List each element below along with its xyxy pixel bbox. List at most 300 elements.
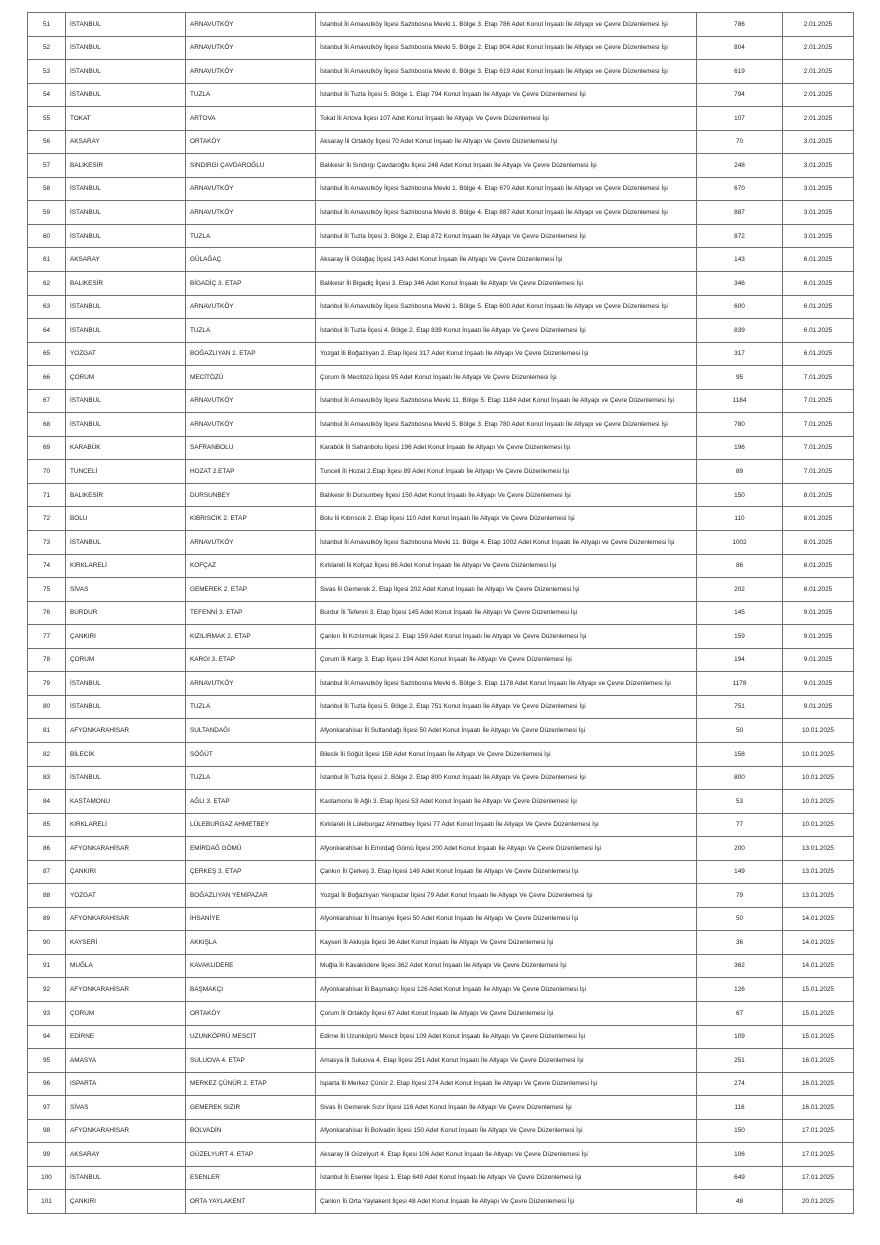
district-cell: BOĞAZLIYAN 2. ETAP: [186, 342, 316, 366]
province-cell: AFYONKARAHİSAR: [66, 719, 186, 743]
date-cell: 17.01.2025: [783, 1119, 854, 1143]
date-cell: 8.01.2025: [783, 507, 854, 531]
unit-count-cell: 89: [697, 460, 783, 484]
row-number-cell: 93: [28, 1001, 66, 1025]
table-row: [28, 578, 854, 602]
project-name-cell: İstanbul İli Arnavutköy İlçesi Sazlıbosna Mevki 1. Bölge 4. Etap 670 Adet Konut İnşaatı İle Altyapı ve Çevre Düzenlemesi İşi: [316, 177, 697, 201]
date-cell: 13.01.2025: [783, 884, 854, 908]
row-number-cell: 79: [28, 672, 66, 696]
date-cell: 9.01.2025: [783, 601, 854, 625]
unit-count-cell: 839: [697, 319, 783, 343]
date-cell: 6.01.2025: [783, 272, 854, 296]
date-cell: 20.01.2025: [783, 1190, 854, 1214]
row-number-cell: 78: [28, 648, 66, 672]
district-cell: ARNAVUTKÖY: [186, 672, 316, 696]
date-cell: 14.01.2025: [783, 954, 854, 978]
date-cell: 6.01.2025: [783, 342, 854, 366]
project-name-cell: Bilecik İli Söğüt İlçesi 158 Adet Konut İnşaatı İle Altyapı Ve Çevre Düzenlemesi İşi: [316, 742, 697, 766]
row-number-cell: 57: [28, 154, 66, 178]
unit-count-cell: 53: [697, 790, 783, 814]
row-number-cell: 74: [28, 554, 66, 578]
unit-count-cell: 1002: [697, 531, 783, 555]
table-row: [28, 36, 854, 60]
table-row: [28, 954, 854, 978]
district-cell: GÜLAĞAÇ: [186, 248, 316, 272]
date-cell: 3.01.2025: [783, 224, 854, 248]
unit-count-cell: 887: [697, 201, 783, 225]
project-name-cell: İstanbul İli Arnavutköy İlçesi Sazlıbosna Mevki 5. Bölge 2. Etap 804 Adet Konut İnşaatı İle Altyapı ve Çevre Düzenlemesi İşi: [316, 36, 697, 60]
district-cell: KARGI 3. ETAP: [186, 648, 316, 672]
date-cell: 3.01.2025: [783, 130, 854, 154]
row-number-cell: 92: [28, 978, 66, 1002]
date-cell: 15.01.2025: [783, 1001, 854, 1025]
province-cell: İSTANBUL: [66, 295, 186, 319]
project-name-cell: İstanbul İli Esenler İlçesi 1. Etap 649 Adet Konut İnşaatı İle Altyapı Ve Çevre Düzenlemesi İşi: [316, 1166, 697, 1190]
date-cell: 9.01.2025: [783, 625, 854, 649]
project-name-cell: Afyonkarahisar İli Başmakçı İlçesi 126 Adet Konut İnşaatı İle Altyapı Ve Çevre Düzenlemesi İşi: [316, 978, 697, 1002]
row-number-cell: 89: [28, 907, 66, 931]
project-name-cell: Çorum İli Kargı 3. Etap İlçesi 194 Adet Konut İnşaatı İle Altyapı Ve Çevre Düzenlemesi İşi: [316, 648, 697, 672]
project-name-cell: İstanbul İli Arnavutköy İlçesi Sazlıbosna Mevki 11. Bölge 5. Etap 1184 Adet Konut İnşaatı İle Altyapı ve Çevre Düzenlemesi İşi: [316, 389, 697, 413]
date-cell: 8.01.2025: [783, 483, 854, 507]
unit-count-cell: 150: [697, 1119, 783, 1143]
row-number-cell: 58: [28, 177, 66, 201]
table-row: [28, 601, 854, 625]
table-row: [28, 1119, 854, 1143]
table-row: [28, 1025, 854, 1049]
province-cell: AKSARAY: [66, 1143, 186, 1167]
province-cell: EDİRNE: [66, 1025, 186, 1049]
row-number-cell: 85: [28, 813, 66, 837]
province-cell: BALIKESİR: [66, 483, 186, 507]
unit-count-cell: 670: [697, 177, 783, 201]
unit-count-cell: 1184: [697, 389, 783, 413]
province-cell: İSTANBUL: [66, 13, 186, 37]
province-cell: İSTANBUL: [66, 319, 186, 343]
row-number-cell: 97: [28, 1096, 66, 1120]
province-cell: İSTANBUL: [66, 695, 186, 719]
date-cell: 10.01.2025: [783, 766, 854, 790]
province-cell: BURDUR: [66, 601, 186, 625]
province-cell: İSTANBUL: [66, 83, 186, 107]
district-cell: MECİTÖZÜ: [186, 366, 316, 390]
district-cell: ÇERKEŞ 3. ETAP: [186, 860, 316, 884]
table-row: [28, 60, 854, 84]
table-row: [28, 531, 854, 555]
date-cell: 3.01.2025: [783, 154, 854, 178]
date-cell: 3.01.2025: [783, 201, 854, 225]
unit-count-cell: 248: [697, 154, 783, 178]
district-cell: TEFENNİ 3. ETAP: [186, 601, 316, 625]
date-cell: 8.01.2025: [783, 554, 854, 578]
district-cell: İHSANİYE: [186, 907, 316, 931]
date-cell: 16.01.2025: [783, 1072, 854, 1096]
row-number-cell: 91: [28, 954, 66, 978]
table-row: [28, 130, 854, 154]
date-cell: 10.01.2025: [783, 742, 854, 766]
table-row: [28, 1001, 854, 1025]
date-cell: 6.01.2025: [783, 295, 854, 319]
table-row: [28, 978, 854, 1002]
unit-count-cell: 67: [697, 1001, 783, 1025]
table-row: [28, 224, 854, 248]
district-cell: ARNAVUTKÖY: [186, 36, 316, 60]
row-number-cell: 73: [28, 531, 66, 555]
district-cell: TUZLA: [186, 319, 316, 343]
row-number-cell: 59: [28, 201, 66, 225]
table-row: [28, 107, 854, 131]
unit-count-cell: 70: [697, 130, 783, 154]
province-cell: YOZGAT: [66, 884, 186, 908]
unit-count-cell: 126: [697, 978, 783, 1002]
row-number-cell: 64: [28, 319, 66, 343]
table-row: [28, 907, 854, 931]
project-name-cell: Aksaray İli Ortaköy İlçesi 70 Adet Konut İnşaatı İle Altyapı Ve Çevre Düzenlemesi İşi: [316, 130, 697, 154]
province-cell: AMASYA: [66, 1049, 186, 1073]
table-row: [28, 248, 854, 272]
province-cell: ÇANKIRI: [66, 1190, 186, 1214]
district-cell: EMİRDAĞ GÖMÜ: [186, 837, 316, 861]
row-number-cell: 52: [28, 36, 66, 60]
unit-count-cell: 804: [697, 36, 783, 60]
district-cell: SAFRANBOLU: [186, 436, 316, 460]
district-cell: ARNAVUTKÖY: [186, 295, 316, 319]
row-number-cell: 51: [28, 13, 66, 37]
province-cell: ÇORUM: [66, 648, 186, 672]
table-row: [28, 83, 854, 107]
unit-count-cell: 50: [697, 907, 783, 931]
table-row: [28, 1190, 854, 1214]
project-name-cell: İstanbul İli Arnavutköy İlçesi Sazlıbosna Mevki 5. Bölge 3. Etap 780 Adet Konut İnşaatı İle Altyapı ve Çevre Düzenlemesi İşi: [316, 413, 697, 437]
date-cell: 14.01.2025: [783, 931, 854, 955]
province-cell: KIRKLARELİ: [66, 554, 186, 578]
unit-count-cell: 619: [697, 60, 783, 84]
province-cell: ÇORUM: [66, 1001, 186, 1025]
row-number-cell: 84: [28, 790, 66, 814]
province-cell: KARABÜK: [66, 436, 186, 460]
district-cell: ARNAVUTKÖY: [186, 13, 316, 37]
project-name-cell: Muğla İli Kavaklıdere İlçesi 362 Adet Konut İnşaatı İle Altyapı Ve Çevre Düzenlemesi İşi: [316, 954, 697, 978]
table-row: [28, 648, 854, 672]
unit-count-cell: 649: [697, 1166, 783, 1190]
district-cell: ARNAVUTKÖY: [186, 413, 316, 437]
row-number-cell: 54: [28, 83, 66, 107]
table-row: [28, 366, 854, 390]
unit-count-cell: 194: [697, 648, 783, 672]
unit-count-cell: 109: [697, 1025, 783, 1049]
row-number-cell: 101: [28, 1190, 66, 1214]
table-row: [28, 1166, 854, 1190]
province-cell: KASTAMONU: [66, 790, 186, 814]
date-cell: 10.01.2025: [783, 790, 854, 814]
row-number-cell: 80: [28, 695, 66, 719]
table-row: [28, 813, 854, 837]
district-cell: KAVAKLIDERE: [186, 954, 316, 978]
table-row: [28, 483, 854, 507]
row-number-cell: 99: [28, 1143, 66, 1167]
project-name-cell: İstanbul İli Tuzla İlçesi 3. Bölge 2. Etap 872 Konut İnşaatı İle Altyapı Ve Çevre Düzenlemesi İşi: [316, 224, 697, 248]
province-cell: ÇORUM: [66, 366, 186, 390]
row-number-cell: 82: [28, 742, 66, 766]
row-number-cell: 95: [28, 1049, 66, 1073]
unit-count-cell: 149: [697, 860, 783, 884]
row-number-cell: 68: [28, 413, 66, 437]
row-number-cell: 69: [28, 436, 66, 460]
table-row: [28, 201, 854, 225]
district-cell: GEMEREK 2. ETAP: [186, 578, 316, 602]
row-number-cell: 100: [28, 1166, 66, 1190]
project-name-cell: Afyonkarahisar İli Emirdağ Gömü İlçesi 200 Adet Konut İnşaatı İle Altyapı Ve Çevre Düzenlemesi İşi: [316, 837, 697, 861]
unit-count-cell: 107: [697, 107, 783, 131]
row-number-cell: 55: [28, 107, 66, 131]
table-row: [28, 436, 854, 460]
row-number-cell: 56: [28, 130, 66, 154]
province-cell: İSTANBUL: [66, 531, 186, 555]
row-number-cell: 77: [28, 625, 66, 649]
province-cell: BALIKESİR: [66, 154, 186, 178]
province-cell: İSTANBUL: [66, 36, 186, 60]
row-number-cell: 60: [28, 224, 66, 248]
district-cell: TUZLA: [186, 83, 316, 107]
row-number-cell: 67: [28, 389, 66, 413]
unit-count-cell: 202: [697, 578, 783, 602]
province-cell: AFYONKARAHİSAR: [66, 978, 186, 1002]
province-cell: İSTANBUL: [66, 60, 186, 84]
row-number-cell: 76: [28, 601, 66, 625]
unit-count-cell: 346: [697, 272, 783, 296]
province-cell: SİVAS: [66, 578, 186, 602]
row-number-cell: 65: [28, 342, 66, 366]
province-cell: AKSARAY: [66, 130, 186, 154]
table-row: [28, 1143, 854, 1167]
table-row: [28, 766, 854, 790]
project-name-cell: Yozgat İli Boğazlıyan 2. Etap İlçesi 317 Adet Konut İnşaatı İle Altyapı Ve Çevre Düzenlemesi İşi: [316, 342, 697, 366]
table-row: [28, 295, 854, 319]
date-cell: 7.01.2025: [783, 389, 854, 413]
row-number-cell: 71: [28, 483, 66, 507]
district-cell: LÜLEBURGAZ AHMETBEY: [186, 813, 316, 837]
unit-count-cell: 251: [697, 1049, 783, 1073]
unit-count-cell: 159: [697, 625, 783, 649]
unit-count-cell: 95: [697, 366, 783, 390]
province-cell: İSTANBUL: [66, 672, 186, 696]
row-number-cell: 62: [28, 272, 66, 296]
project-name-cell: Çorum İli Ortaköy İlçesi 67 Adet Konut İnşaatı İle Altyapı Ve Çevre Düzenlemesi İşi: [316, 1001, 697, 1025]
province-cell: BOLU: [66, 507, 186, 531]
unit-count-cell: 36: [697, 931, 783, 955]
unit-count-cell: 77: [697, 813, 783, 837]
province-cell: AFYONKARAHİSAR: [66, 1119, 186, 1143]
district-cell: ARNAVUTKÖY: [186, 389, 316, 413]
date-cell: 10.01.2025: [783, 719, 854, 743]
date-cell: 13.01.2025: [783, 860, 854, 884]
table-row: [28, 742, 854, 766]
project-name-cell: Balıkesir İli Dursunbey İlçesi 150 Adet Konut İnşaatı İle Altyapı Ve Çevre Düzenlemesi İşi: [316, 483, 697, 507]
unit-count-cell: 800: [697, 766, 783, 790]
table-row: [28, 389, 854, 413]
district-cell: ARNAVUTKÖY: [186, 60, 316, 84]
project-name-cell: İstanbul İli Arnavutköy İlçesi Sazlıbosna Mevki 1. Bölge 3. Etap 786 Adet Konut İnşaatı İle Altyapı ve Çevre Düzenlemesi İşi: [316, 13, 697, 37]
row-number-cell: 66: [28, 366, 66, 390]
district-cell: BOĞAZLIYAN YENİPAZAR: [186, 884, 316, 908]
project-name-cell: Tokat İli Artova İlçesi 107 Adet Konut İnşaatı İle Altyapı Ve Çevre Düzenlemesi İşi: [316, 107, 697, 131]
project-name-cell: Çankırı İli Çerkeş 3. Etap İlçesi 149 Adet Konut İnşaatı İle Altyapı Ve Çevre Düzenlemesi İşi: [316, 860, 697, 884]
district-cell: ARNAVUTKÖY: [186, 177, 316, 201]
table-row: [28, 413, 854, 437]
unit-count-cell: 158: [697, 742, 783, 766]
date-cell: 15.01.2025: [783, 1025, 854, 1049]
date-cell: 9.01.2025: [783, 648, 854, 672]
district-cell: ORTAKÖY: [186, 130, 316, 154]
unit-count-cell: 143: [697, 248, 783, 272]
table-row: [28, 837, 854, 861]
district-cell: ARNAVUTKÖY: [186, 201, 316, 225]
district-cell: BAŞMAKÇI: [186, 978, 316, 1002]
date-cell: 9.01.2025: [783, 672, 854, 696]
unit-count-cell: 116: [697, 1096, 783, 1120]
project-name-cell: Kırklareli İli Lüleburgaz Ahmetbey İlçesi 77 Adet Konut İnşaatı İle Altyapı Ve Çevre Düzenlemesi İşi: [316, 813, 697, 837]
project-name-cell: Burdur İli Tefenni 3. Etap İlçesi 145 Adet Konut İnşaatı İle Altyapı Ve Çevre Düzenlemesi İşi: [316, 601, 697, 625]
project-name-cell: İstanbul İli Tuzla İlçesi 5. Bölge 2. Etap 751 Konut İnşaatı İle Altyapı Ve Çevre Düzenlemesi İşi: [316, 695, 697, 719]
date-cell: 8.01.2025: [783, 578, 854, 602]
row-number-cell: 70: [28, 460, 66, 484]
project-name-cell: Karabük İli Safranbolu İlçesi 196 Adet Konut İnşaatı İle Altyapı Ve Çevre Düzenlemesi İşi: [316, 436, 697, 460]
row-number-cell: 53: [28, 60, 66, 84]
row-number-cell: 90: [28, 931, 66, 955]
date-cell: 10.01.2025: [783, 813, 854, 837]
table-row: [28, 342, 854, 366]
district-cell: GEMEREK SIZIR: [186, 1096, 316, 1120]
table-row: [28, 319, 854, 343]
project-name-cell: Edirne İli Uzunköprü Mescit İlçesi 109 Adet Konut İnşaatı İle Altyapı Ve Çevre Düzenlemesi İşi: [316, 1025, 697, 1049]
row-number-cell: 87: [28, 860, 66, 884]
project-name-cell: Kırklareli İli Kofçaz İlçesi 86 Adet Konut İnşaatı İle Altyapı Ve Çevre Düzenlemesi İşi: [316, 554, 697, 578]
row-number-cell: 63: [28, 295, 66, 319]
province-cell: YOZGAT: [66, 342, 186, 366]
date-cell: 13.01.2025: [783, 837, 854, 861]
province-cell: TUNCELİ: [66, 460, 186, 484]
province-cell: İSTANBUL: [66, 1166, 186, 1190]
table-row: [28, 625, 854, 649]
date-cell: 16.01.2025: [783, 1049, 854, 1073]
project-name-cell: İstanbul İli Arnavutköy İlçesi Sazlıbosna Mevki 1. Bölge 5. Etap 600 Adet Konut İnşaatı İle Altyapı ve Çevre Düzenlemesi İşi: [316, 295, 697, 319]
province-cell: KIRKLARELİ: [66, 813, 186, 837]
date-cell: 2.01.2025: [783, 107, 854, 131]
table-row: [28, 1072, 854, 1096]
province-cell: ÇANKIRI: [66, 625, 186, 649]
district-cell: ORTAKÖY: [186, 1001, 316, 1025]
province-cell: BİLECİK: [66, 742, 186, 766]
project-name-cell: Aksaray İli Gülağaç İlçesi 143 Adet Konut İnşaatı İle Altyapı Ve Çevre Düzenlemesi İşi: [316, 248, 697, 272]
date-cell: 3.01.2025: [783, 177, 854, 201]
project-name-cell: Aksaray İli Güzelyurt 4. Etap İlçesi 106 Adet Konut İnşaatı İle Altyapı Ve Çevre Düzenlemesi İşi: [316, 1143, 697, 1167]
row-number-cell: 96: [28, 1072, 66, 1096]
date-cell: 14.01.2025: [783, 907, 854, 931]
project-name-cell: Amasya İli Suluova 4. Etap İlçesi 251 Adet Konut İnşaatı İle Altyapı Ve Çevre Düzenlemesi İşi: [316, 1049, 697, 1073]
project-name-cell: İstanbul İli Arnavutköy İlçesi Sazlıbosna Mevki 11. Bölge 4. Etap 1002 Adet Konut İnşaatı İle Altyapı ve Çevre Düzenlemesi İşi: [316, 531, 697, 555]
table-row: [28, 931, 854, 955]
province-cell: ISPARTA: [66, 1072, 186, 1096]
row-number-cell: 75: [28, 578, 66, 602]
district-cell: TUZLA: [186, 695, 316, 719]
date-cell: 2.01.2025: [783, 13, 854, 37]
unit-count-cell: 362: [697, 954, 783, 978]
district-cell: SULUOVA 4. ETAP: [186, 1049, 316, 1073]
table-row: [28, 460, 854, 484]
province-cell: İSTANBUL: [66, 389, 186, 413]
row-number-cell: 81: [28, 719, 66, 743]
project-name-cell: Bolu İli Kıbrıscık 2. Etap İlçesi 110 Adet Konut İnşaatı İle Altyapı Ve Çevre Düzenlemesi İşi: [316, 507, 697, 531]
table-row: [28, 672, 854, 696]
district-cell: TUZLA: [186, 224, 316, 248]
province-cell: SİVAS: [66, 1096, 186, 1120]
district-cell: KIBRISCIK 2. ETAP: [186, 507, 316, 531]
project-name-cell: Çorum İli Mecitözü İlçesi 95 Adet Konut İnşaatı İle Altyapı Ve Çevre Düzenlemesi İşi: [316, 366, 697, 390]
unit-count-cell: 110: [697, 507, 783, 531]
row-number-cell: 86: [28, 837, 66, 861]
date-cell: 6.01.2025: [783, 248, 854, 272]
date-cell: 16.01.2025: [783, 1096, 854, 1120]
table-row: [28, 177, 854, 201]
project-name-cell: Sivas İli Gemerek 2. Etap İlçesi 202 Adet Konut İnşaatı İle Altyapı Ve Çevre Düzenlemesi İşi: [316, 578, 697, 602]
row-number-cell: 88: [28, 884, 66, 908]
table-row: [28, 1096, 854, 1120]
project-name-cell: İstanbul İli Arnavutköy İlçesi Sazlıbosna Mevki 8. Bölge 3. Etap 619 Adet Konut İnşaatı İle Altyapı ve Çevre Düzenlemesi İşi: [316, 60, 697, 84]
table-row: [28, 272, 854, 296]
unit-count-cell: 600: [697, 295, 783, 319]
row-number-cell: 83: [28, 766, 66, 790]
province-cell: AKSARAY: [66, 248, 186, 272]
date-cell: 8.01.2025: [783, 531, 854, 555]
district-cell: SÖĞÜT: [186, 742, 316, 766]
date-cell: 17.01.2025: [783, 1143, 854, 1167]
table-row: [28, 884, 854, 908]
unit-count-cell: 794: [697, 83, 783, 107]
district-cell: ARTOVA: [186, 107, 316, 131]
unit-count-cell: 751: [697, 695, 783, 719]
date-cell: 17.01.2025: [783, 1166, 854, 1190]
province-cell: AFYONKARAHİSAR: [66, 837, 186, 861]
district-cell: KOFÇAZ: [186, 554, 316, 578]
project-name-cell: Çankırı İli Kızılırmak İlçesi 2. Etap 159 Adet Konut İnşaatı İle Altyapı Ve Çevre Düzenlemesi İşi: [316, 625, 697, 649]
date-cell: 7.01.2025: [783, 366, 854, 390]
date-cell: 2.01.2025: [783, 36, 854, 60]
unit-count-cell: 1178: [697, 672, 783, 696]
unit-count-cell: 79: [697, 884, 783, 908]
table-row: [28, 719, 854, 743]
province-cell: AFYONKARAHİSAR: [66, 907, 186, 931]
district-cell: BİGADİÇ 3. ETAP: [186, 272, 316, 296]
unit-count-cell: 48: [697, 1190, 783, 1214]
project-name-cell: Kastamonu İli Ağlı 3. Etap İlçesi 53 Adet Konut İnşaatı İle Altyapı Ve Çevre Düzenlemesi İşi: [316, 790, 697, 814]
province-cell: İSTANBUL: [66, 201, 186, 225]
project-name-cell: Yozgat İli Boğazlıyan Yenipazar İlçesi 79 Adet Konut İnşaatı İle Altyapı Ve Çevre Düzenlemesi İşi: [316, 884, 697, 908]
district-cell: DURSUNBEY: [186, 483, 316, 507]
project-name-cell: İstanbul İli Tuzla İlçesi 2. Bölge 2. Etap 800 Konut İnşaatı İle Altyapı Ve Çevre Düzenlemesi İşi: [316, 766, 697, 790]
housing-projects-table: [27, 12, 854, 1214]
unit-count-cell: 86: [697, 554, 783, 578]
project-name-cell: İstanbul İli Arnavutköy İlçesi Sazlıbosna Mevki 8. Bölge 4. Etap 887 Adet Konut İnşaatı İle Altyapı ve Çevre Düzenlemesi İşi: [316, 201, 697, 225]
unit-count-cell: 145: [697, 601, 783, 625]
province-cell: İSTANBUL: [66, 413, 186, 437]
project-name-cell: Çankırı İli Orta Yaylakent İlçesi 48 Adet Konut İnşaatı İle Altyapı Ve Çevre Düzenlemesi İşi: [316, 1190, 697, 1214]
district-cell: HOZAT 2.ETAP: [186, 460, 316, 484]
project-name-cell: İstanbul İli Tuzla İlçesi 5. Bölge 1. Etap 794 Konut İnşaatı İle Altyapı Ve Çevre Düzenlemesi İşi: [316, 83, 697, 107]
unit-count-cell: 317: [697, 342, 783, 366]
district-cell: SULTANDAĞI: [186, 719, 316, 743]
project-name-cell: Sivas İli Gemerek Sızır İlçesi 116 Adet Konut İnşaatı İle Altyapı Ve Çevre Düzenlemesi İşi: [316, 1096, 697, 1120]
project-name-cell: Balıkesir İli Sındırgı Çavdaroğlu İlçesi 248 Adet Konut İnşaatı İle Altyapı Ve Çevre Düzenlemesi İşi: [316, 154, 697, 178]
